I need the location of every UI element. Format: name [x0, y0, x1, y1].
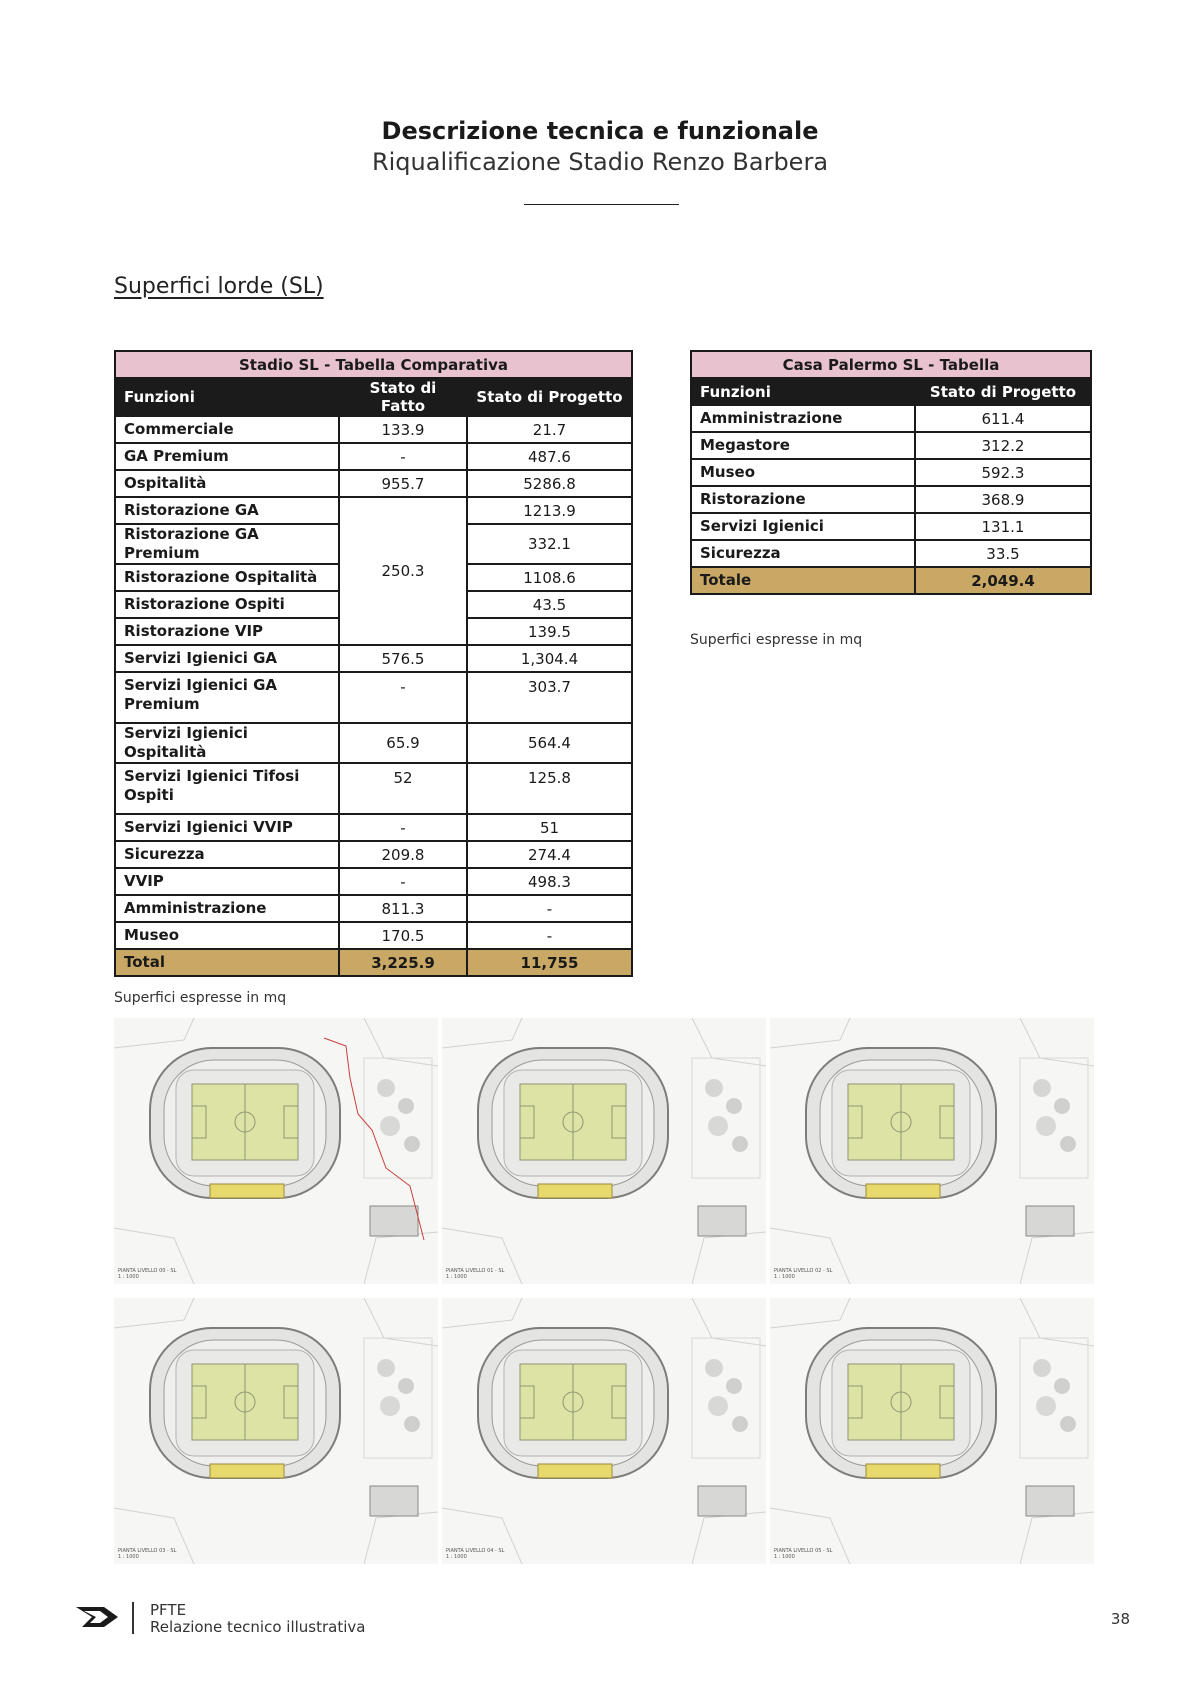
- floor-plan-level-01: PIANTA LIVELLO 01 - SL 1 : 1000: [442, 1018, 766, 1284]
- table-row: Ristorazione GA Premium 332.1: [115, 524, 632, 564]
- table-row: Servizi Igienici Tifosi Ospiti 52 125.8: [115, 763, 632, 814]
- column-header: Stato di Fatto: [339, 378, 467, 416]
- table-row: Servizi Igienici 131.1: [691, 513, 1091, 540]
- table-row: Museo 170.5 -: [115, 922, 632, 949]
- table-row: Servizi Igienici GA 576.5 1,304.4: [115, 645, 632, 672]
- table-row: Ristorazione VIP 139.5: [115, 618, 632, 645]
- table-row: Amministrazione 811.3 -: [115, 895, 632, 922]
- page-subtitle: Riqualificazione Stadio Renzo Barbera: [371, 148, 829, 176]
- table-row: Ospitalità 955.7 5286.8: [115, 470, 632, 497]
- stadio-comparative-table: [114, 350, 633, 977]
- floor-plan-level-03: PIANTA LIVELLO 03 - SL 1 : 1000: [114, 1298, 438, 1564]
- table-row: Megastore 312.2: [691, 432, 1091, 459]
- casa-palermo-table: [690, 350, 1092, 595]
- table-row: Servizi Igienici VVIP - 51: [115, 814, 632, 841]
- units-note: Superfici espresse in mq: [114, 990, 287, 1006]
- column-header: Funzioni: [115, 378, 339, 416]
- floor-plans-grid: [114, 1018, 1094, 1570]
- table-row: Sicurezza 209.8 274.4: [115, 841, 632, 868]
- table-row: Sicurezza 33.5: [691, 540, 1091, 567]
- column-header: Stato di Progetto: [915, 378, 1091, 405]
- footer-divider: [132, 1602, 134, 1634]
- table-row: GA Premium - 487.6: [115, 443, 632, 470]
- floor-plan-level-02: PIANTA LIVELLO 02 - SL 1 : 1000: [770, 1018, 1094, 1284]
- footer-doc-title: Relazione tecnico illustrativa: [150, 1618, 366, 1636]
- table-row: Commerciale 133.9 21.7: [115, 416, 632, 443]
- club-logo-icon: [74, 1603, 120, 1631]
- floor-plan-level-00: PIANTA LIVELLO 00 - SL 1 : 1000: [114, 1018, 438, 1284]
- floor-plan-level-05: PIANTA LIVELLO 05 - SL 1 : 1000: [770, 1298, 1094, 1564]
- page-title: Descrizione tecnica e funzionale: [381, 117, 819, 145]
- table-row: Servizi Igienici Ospitalità 65.9 564.4: [115, 723, 632, 763]
- table-row: Servizi Igienici GA Premium - 303.7: [115, 672, 632, 723]
- table-row: Ristorazione Ospiti 43.5: [115, 591, 632, 618]
- table-caption: Casa Palermo SL - Tabella: [691, 351, 1091, 378]
- column-header: Stato di Progetto: [467, 378, 632, 416]
- total-row: Total 3,225.9 11,755: [115, 949, 632, 976]
- page-number: 38: [1110, 1610, 1130, 1628]
- footer-doc-type: PFTE: [150, 1601, 187, 1619]
- table-row: Amministrazione 611.4: [691, 405, 1091, 432]
- table-row: Ristorazione GA 250.3 1213.9: [115, 497, 632, 524]
- table-row: Ristorazione 368.9: [691, 486, 1091, 513]
- column-header: Funzioni: [691, 378, 915, 405]
- ristorazione-merged-cell: 250.3: [339, 497, 467, 645]
- table-caption: Stadio SL - Tabella Comparativa: [115, 351, 632, 378]
- table-row: VVIP - 498.3: [115, 868, 632, 895]
- total-row: Totale 2,049.4: [691, 567, 1091, 594]
- table-row: Museo 592.3: [691, 459, 1091, 486]
- units-note: Superfici espresse in mq: [690, 632, 863, 648]
- section-title: Superfici lorde (SL): [114, 274, 324, 299]
- header-divider: [524, 204, 679, 205]
- table-row: Ristorazione Ospitalità 1108.6: [115, 564, 632, 591]
- floor-plan-level-04: PIANTA LIVELLO 04 - SL 1 : 1000: [442, 1298, 766, 1564]
